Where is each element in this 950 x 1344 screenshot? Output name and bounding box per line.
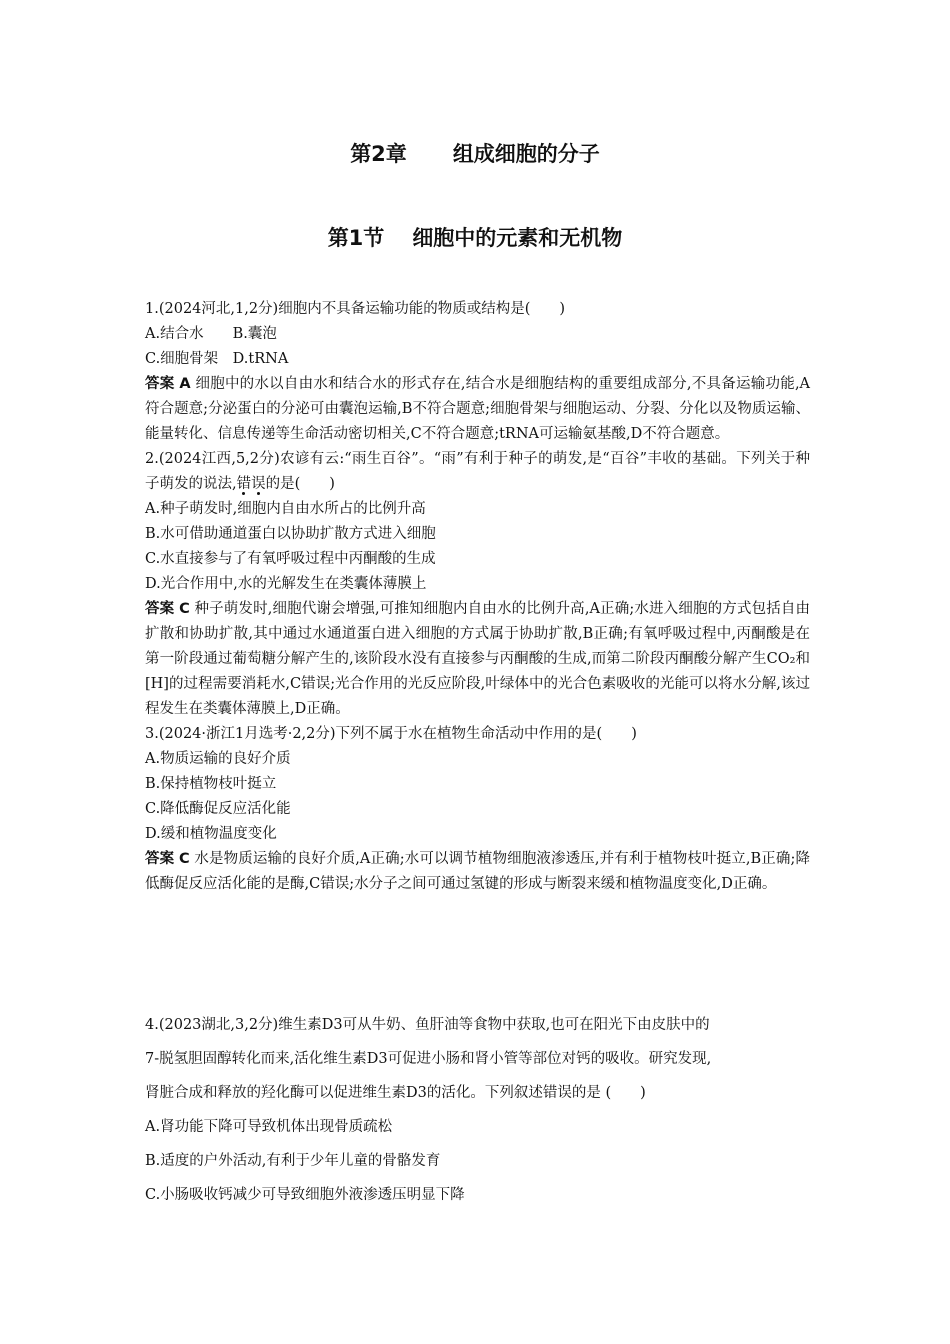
answer-explanation: 种子萌发时,细胞代谢会增强,可推知细胞内自由水的比例升高,A正确;水进入细胞的方式包括自由扩散和协助扩散,其中通过水通道蛋白进入细胞的方式属于协助扩散,B正确;有氧呼吸过程中,丙酮酸是在第一阶段通过葡萄糖分解产生的,该阶段水没有直接参与丙酮酸的生成,而第二阶段丙酮酸分解产生CO₂和[H]的过程需要消耗水,C错误;光合作用的光反应阶段,叶绿体中的光合色素吸收的光能可以将水分解,该过程发生在类囊体薄膜上,D正确。 — [145, 601, 811, 717]
question-1 — [145, 297, 810, 447]
emphasis-char: 错 — [236, 476, 252, 492]
answer-block — [145, 847, 810, 897]
question-4 — [145, 1008, 810, 1212]
option-c: C.小肠吸收钙减少可导致细胞外液渗透压明显下降 — [145, 1187, 465, 1203]
answer-letter: C — [179, 851, 190, 867]
option-a: A.肾功能下降可导致机体出现骨质疏松 — [145, 1119, 393, 1135]
option-b: B.适度的户外活动,有利于少年儿童的骨骼发育 — [145, 1153, 441, 1169]
chapter-title: 组成细胞的分子 — [452, 142, 600, 166]
option-c: C.降低酶促反应活化能 — [145, 801, 291, 817]
answer-block — [145, 372, 810, 447]
chapter-number: 第2章 — [350, 142, 407, 166]
option-line: A.结合水 B.囊泡 — [145, 326, 277, 342]
answer-explanation: 细胞中的水以自由水和结合水的形式存在,结合水是细胞结构的重要组成部分,不具备运输功能,A符合题意;分泌蛋白的分泌可由囊泡运输,B不符合题意;细胞骨架与细胞运动、分裂、分化以及物质运输、能量转化、信息传递等生命活动密切相关,C不符合题意;tRNA可运输氨基酸,D不符合题意。 — [145, 376, 811, 442]
answer-label: 答案 — [145, 851, 175, 867]
section-title: 细胞中的元素和无机物 — [412, 226, 623, 250]
option-d: D.缓和植物温度变化 — [145, 826, 277, 842]
section-number: 第1节 — [327, 226, 385, 250]
question-3 — [145, 722, 810, 897]
option-d: D.光合作用中,水的光解发生在类囊体薄膜上 — [145, 576, 427, 592]
question-stem-line: 4.(2023湖北,3,2分)维生素D3可从牛奶、鱼肝油等食物中获取,也可在阳光下由皮肤中的 — [145, 1017, 710, 1033]
question-stem: 3.(2024·浙江1月选考·2,2分)下列不属于水在植物生命活动中作用的是( ) — [145, 726, 637, 742]
section-heading — [0, 222, 950, 252]
question-stem-line: 7-脱氢胆固醇转化而来,活化维生素D3可促进小肠和肾小管等部位对钙的吸收。研究发现, — [145, 1051, 712, 1067]
answer-letter: A — [179, 376, 191, 392]
option-b: B.保持植物枝叶挺立 — [145, 776, 277, 792]
answer-letter: C — [179, 601, 190, 617]
question-stem-line: 肾脏合成和释放的羟化酶可以促进维生素D3的活化。下列叙述错误的是 ( ) — [145, 1085, 646, 1101]
emphasis-char: 误 — [251, 476, 266, 492]
question-list — [145, 297, 810, 897]
chapter-heading — [0, 138, 950, 168]
answer-label: 答案 — [145, 376, 175, 392]
option-line: C.细胞骨架 D.tRNA — [145, 351, 289, 367]
answer-label: 答案 — [145, 601, 175, 617]
option-b: B.水可借助通道蛋白以协助扩散方式进入细胞 — [145, 526, 436, 542]
option-c: C.水直接参与了有氧呼吸过程中丙酮酸的生成 — [145, 551, 436, 567]
option-a: A.物质运输的良好介质 — [145, 751, 291, 767]
question-stem: 1.(2024河北,1,2分)细胞内不具备运输功能的物质或结构是( ) — [145, 301, 566, 317]
answer-explanation: 水是物质运输的良好介质,A正确;水可以调节植物细胞液渗透压,并有利于植物枝叶挺立,B正确;降低酶促反应活化能的是酶,C错误;水分子之间可通过氢键的形成与断裂来缓和植物温度变化,D正确。 — [145, 851, 811, 892]
question-stem — [145, 447, 810, 497]
answer-block — [145, 597, 810, 722]
stem-text: 的是( ) — [265, 476, 335, 492]
option-a: A.种子萌发时,细胞内自由水所占的比例升高 — [145, 501, 426, 517]
stem-text: 2.(2024江西,5,2分)农谚有云:“雨生百谷”。“雨”有利于种子的萌发,是“百谷”丰收的基础。下列关于种子萌发的说法, — [145, 451, 810, 492]
question-2 — [145, 447, 810, 722]
